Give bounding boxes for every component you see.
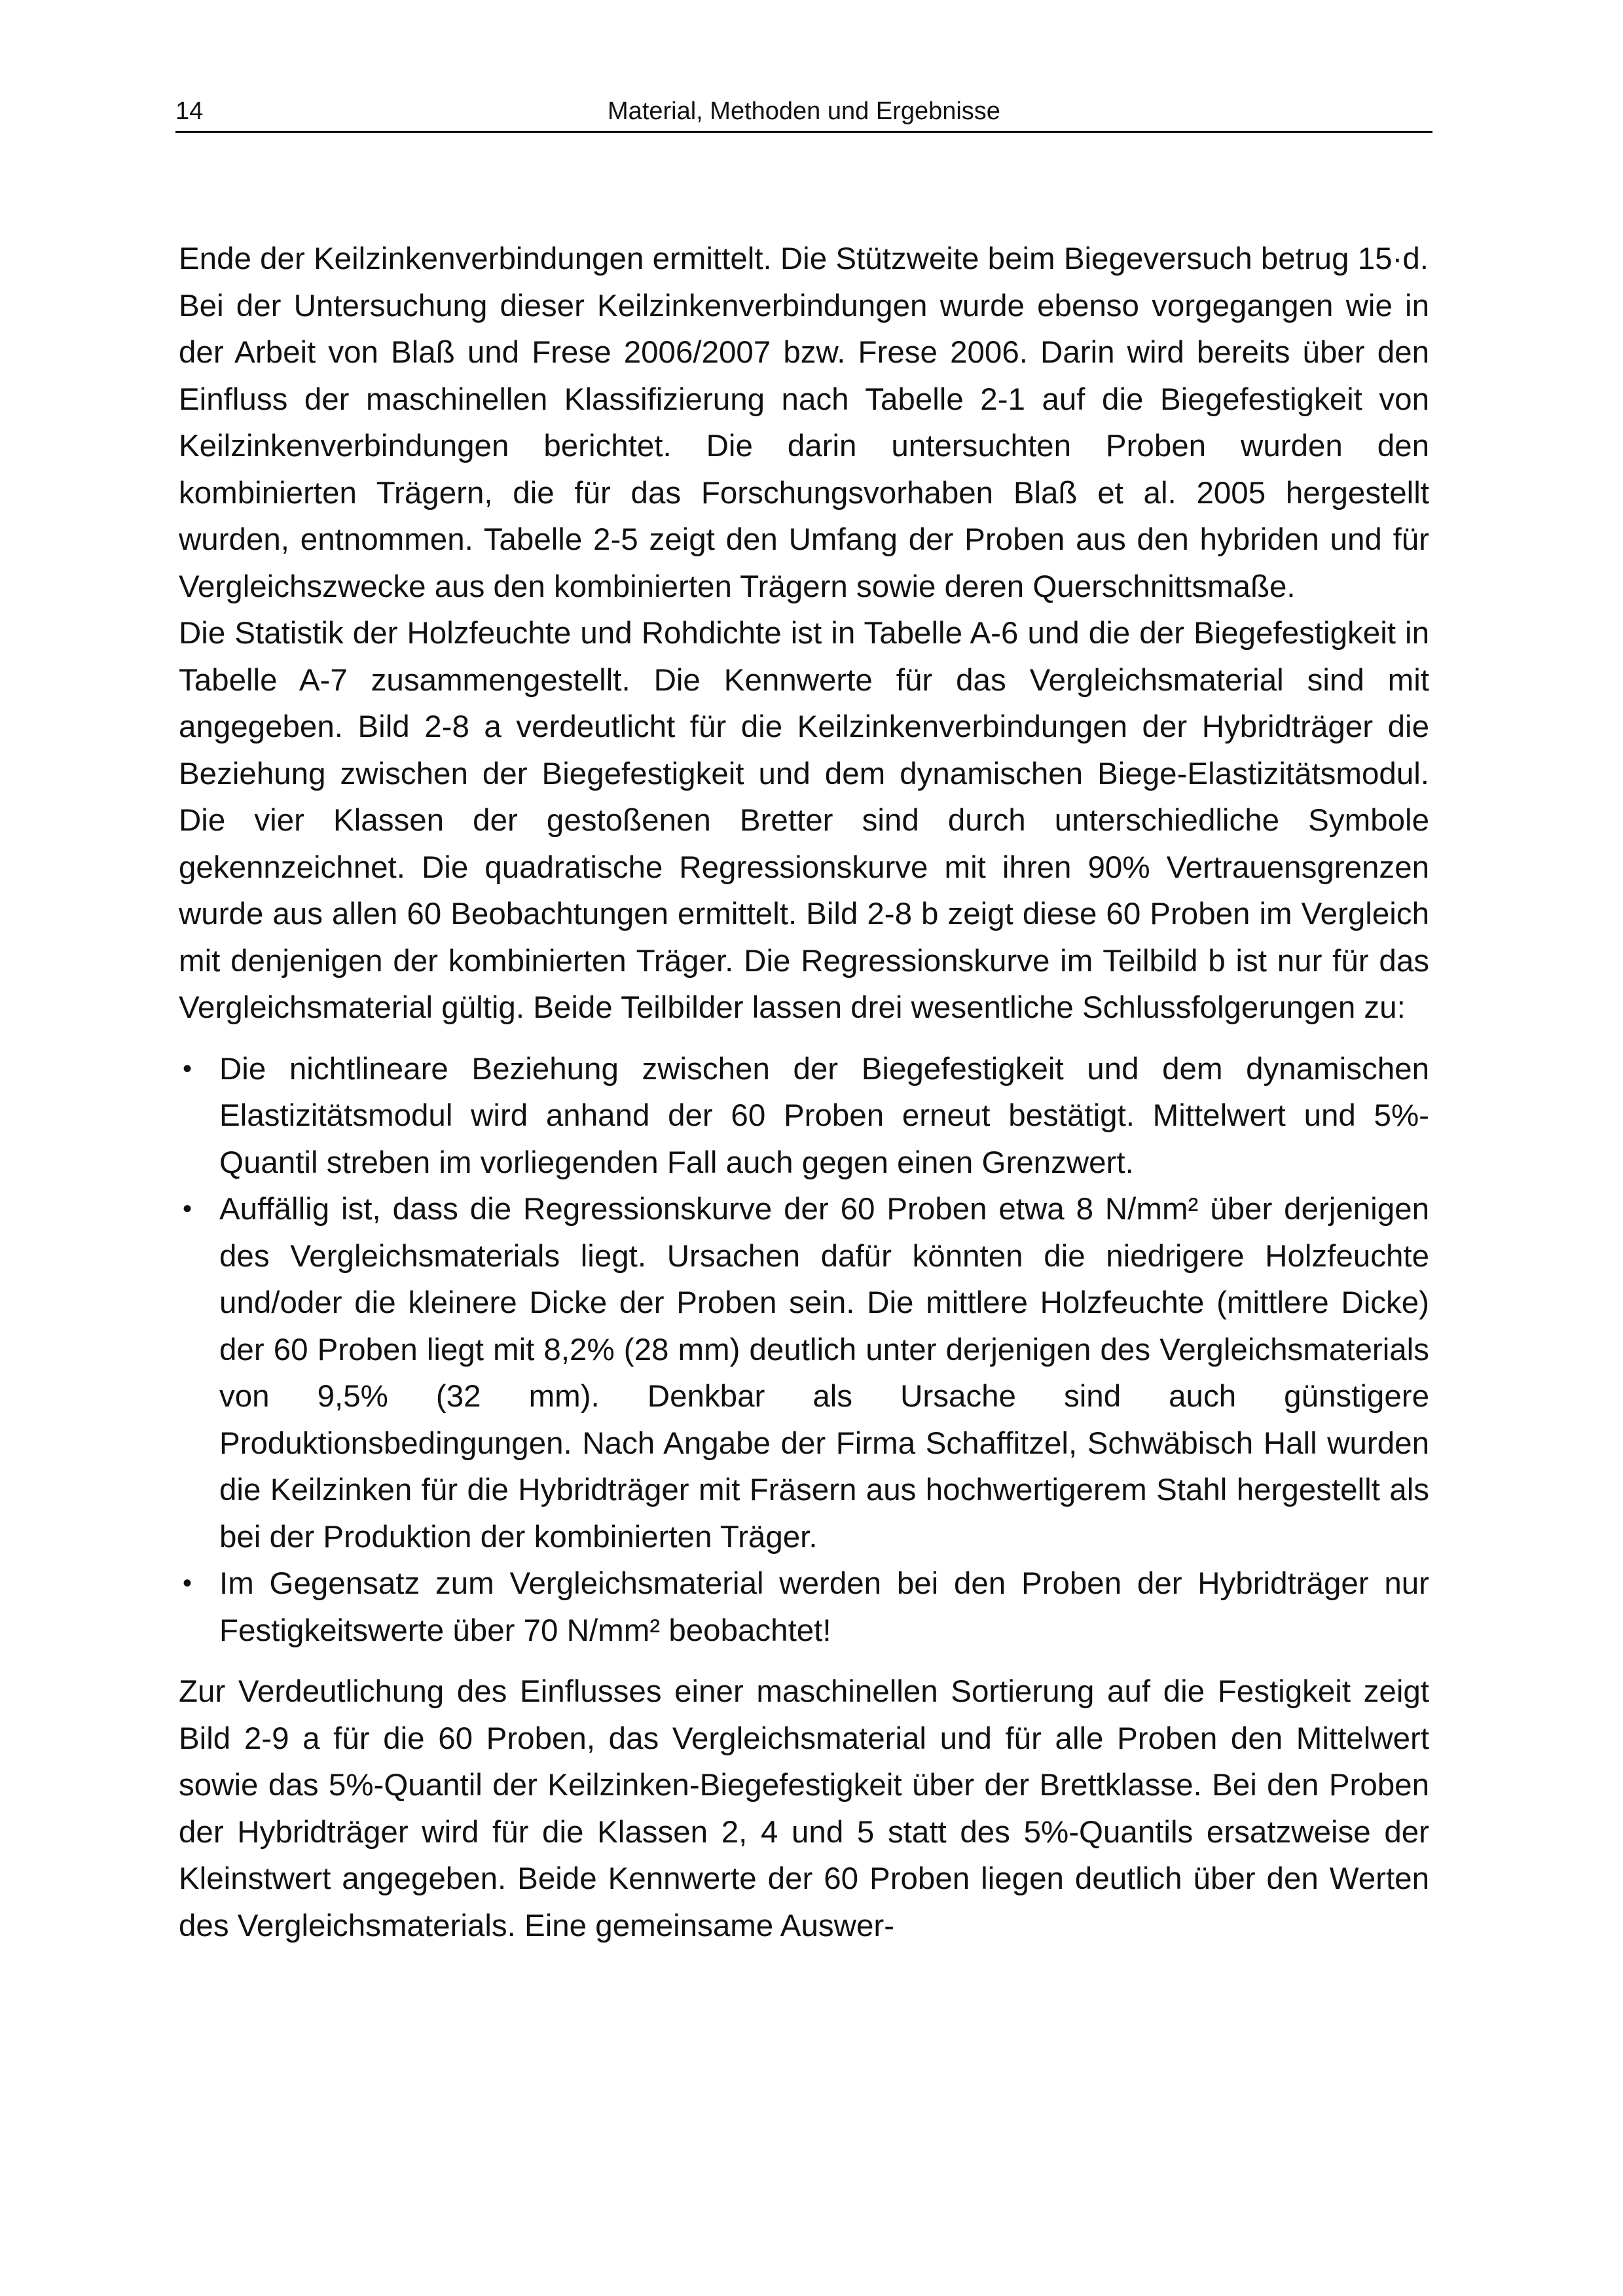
paragraph-1: Ende der Keilzinkenverbindungen ermittelt. Die Stützweite beim Biegeversuch betrug 15·d. bbox=[179, 242, 1429, 276]
bullet-icon: • bbox=[183, 1569, 192, 1598]
bullet-icon: • bbox=[183, 1054, 192, 1083]
bullet-icon: • bbox=[183, 1194, 192, 1223]
conclusions-list bbox=[179, 1046, 1429, 1655]
paragraph-4: Zur Verdeutlichung des Einflusses einer maschinellen Sortierung auf die Festigkeit zeigt Bild 2-9 a für die 60 Proben, das Vergleichsmaterial und für alle Proben den Mittelwert sowie das 5%-Quantil der Keilzinken-Biegefestigkeit über der Brettklasse. Bei den Proben der Hybridträger wird für die Klassen 2, 4 und 5 statt des 5%-Quantils ersatzweise der Kleinstwert angegeben. Beide Kennwerte der 60 Proben liegen deutlich über den Werten des Vergleichsmaterials. Eine gemeinsame Auswer- bbox=[179, 1674, 1429, 1943]
list-item bbox=[179, 1560, 1429, 1654]
list-item bbox=[179, 1186, 1429, 1560]
list-item-text: Im Gegensatz zum Vergleichsmaterial werden bei den Proben der Hybridträger nur Festigkeitswerte über 70 N/mm² beobachtet! bbox=[219, 1566, 1429, 1648]
paragraph-2: Bei der Untersuchung dieser Keilzinkenverbindungen wurde ebenso vorgegangen wie in der Arbeit von Blaß und Frese 2006/2007 bzw. Frese 2006. Darin wird bereits über den Einfluss der maschinellen Klassifizierung nach Tabelle 2-1 auf die Biegefestigkeit von Keilzinkenverbindungen berichtet. Die darin untersuchten Proben wurden den kombinierten Trägern, die für das Forschungsvorhaben Blaß et al. 2005 hergestellt wurden, entnommen. Tabelle 2-5 zeigt den Umfang der Proben aus den hybriden und für Vergleichszwecke aus den kombinierten Trägern sowie deren Querschnittsmaße. bbox=[179, 288, 1429, 604]
page-header bbox=[175, 97, 1432, 133]
body-text bbox=[179, 236, 1429, 1949]
paragraph-3: Die Statistik der Holzfeuchte und Rohdichte ist in Tabelle A-6 und die der Biegefestigkeit in Tabelle A-7 zusammengestellt. Die Kennwerte für das Vergleichsmaterial sind mit angegeben. Bild 2-8 a verdeutlicht für die Keilzinkenverbindungen der Hybridträger die Beziehung zwischen der Biegefestigkeit und dem dynamischen Biege-Elastizitätsmodul. Die vier Klassen der gestoßenen Bretter sind durch unterschiedliche Symbole gekennzeichnet. Die quadratische Regressionskurve mit ihren 90% Vertrauensgrenzen wurde aus allen 60 Beobachtungen ermittelt. Bild 2-8 b zeigt diese 60 Proben im Vergleich mit denjenigen der kombinierten Träger. Die Regressionskurve im Teilbild b ist nur für das Vergleichsmaterial gültig. Beide Teilbilder lassen drei wesentliche Schlussfolgerungen zu: bbox=[179, 616, 1429, 1025]
list-item-text: Auffällig ist, dass die Regressionskurve der 60 Proben etwa 8 N/mm² über derjenigen des Vergleichsmaterials liegt. Ursachen dafür könnten die niedrigere Holzfeuchte und/oder die kleinere Dicke der Proben sein. Die mittlere Holzfeuchte (mittlere Dicke) der 60 Proben liegt mit 8,2% (28 mm) deutlich unter derjenigen des Vergleichsmaterials von 9,5% (32 mm). Denkbar als Ursache sind auch günstigere Produktionsbedingungen. Nach Angabe der Firma Schaffitzel, Schwäbisch Hall wurden die Keilzinken für die Hybridträger mit Fräsern aus hochwertigerem Stahl hergestellt als bei der Produktion der kombinierten Träger. bbox=[219, 1192, 1429, 1554]
list-item-text: Die nichtlineare Beziehung zwischen der Biegefestigkeit und dem dynamischen Elastizitätsmodul wird anhand der 60 Proben erneut bestätigt. Mittelwert und 5%-Quantil streben im vorliegenden Fall auch gegen einen Grenzwert. bbox=[219, 1051, 1429, 1180]
running-title: Material, Methoden und Ergebnisse bbox=[608, 98, 1000, 125]
list-item bbox=[179, 1046, 1429, 1187]
page-number: 14 bbox=[175, 98, 204, 125]
